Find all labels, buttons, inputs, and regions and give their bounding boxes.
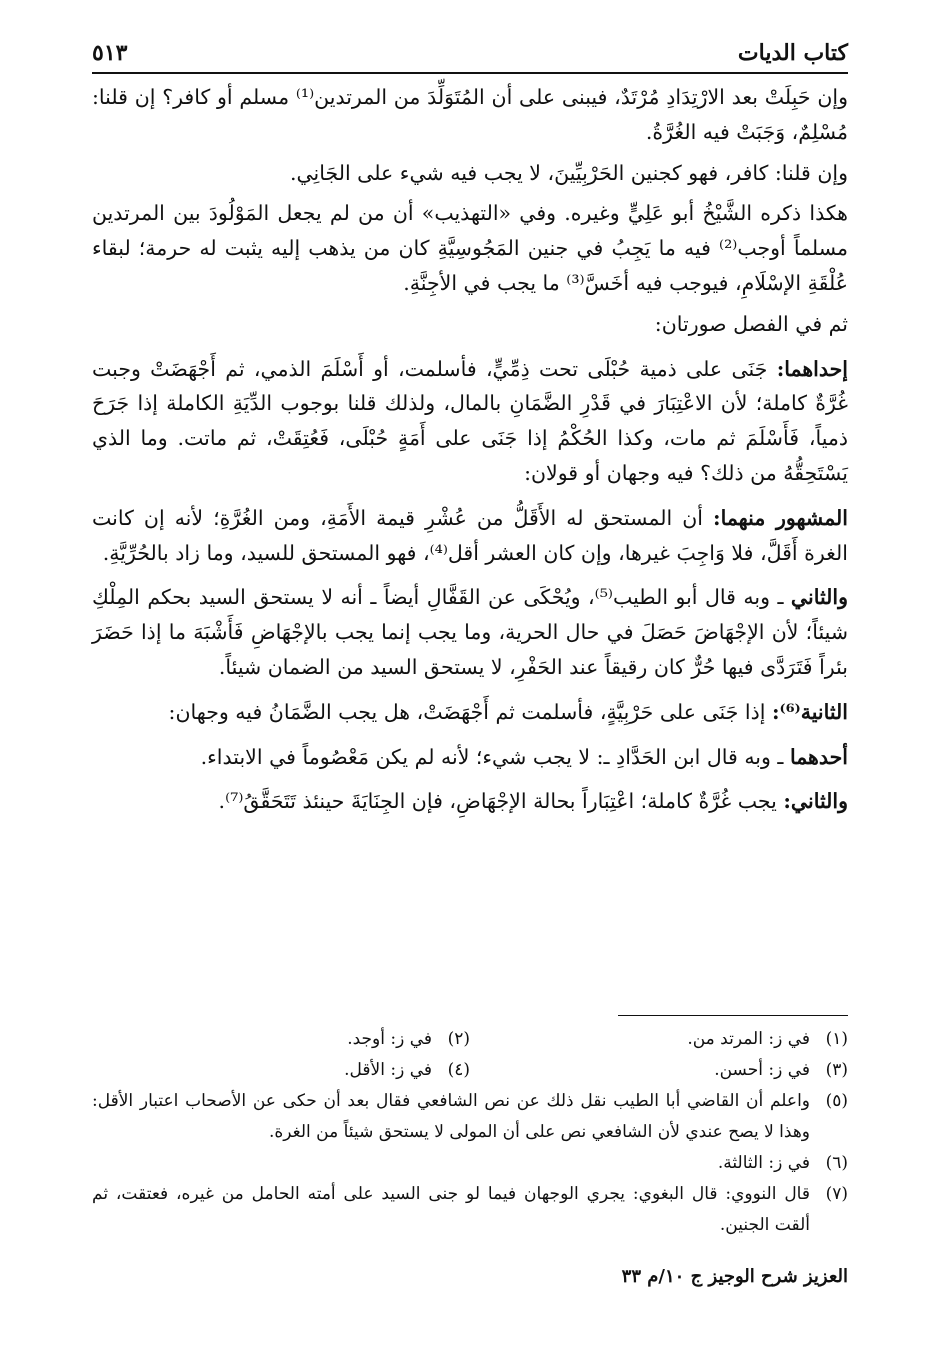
paragraph: الثانية⁽⁶⁾: إذا جَنَى على حَرْبِيَّةٍ، فأسلمت ثم أَجْهَضَتْ، هل يجب الضَّمَانُ فيه وجهان:: [168, 699, 848, 724]
paragraph-lead: والثاني:: [783, 789, 848, 814]
main-text: [92, 80, 848, 825]
paragraph: والثاني: يجب غُرَّةٌ كاملة؛ اعْتِبَاراً بحالة الإجْهَاضِ، فإن الجِنَايَةَ حينئذ تَتَحَقَّقُ⁽⁷⁾.: [218, 789, 848, 814]
footnote-item: [92, 1055, 470, 1086]
paragraph-lead: والثاني: [790, 585, 848, 610]
footnote-number: (٤): [447, 1060, 470, 1080]
footnote-row: [92, 1055, 848, 1086]
footnote-text: واعلم أن القاضي أبا الطيب نقل ذلك عن نص الشافعي فقال بعد أن حكى عن الأصحاب اعتبار الأقل: وهذا لا يصح عندي لأن الشافعي نص على أن المولى لا يستحق شيئاً من الغرة.: [92, 1091, 810, 1142]
paragraph: والثاني ـ وبه قال أبو الطيب⁽⁵⁾، ويُحْكَى عن القَفَّالِ أيضاً ـ أنه لا يستحق السيد بحكم المِلْكِ شيئاً؛ لأن الإجْهَاضَ حَصَلَ في حال الحرية، وما يجب إنما يجب بالإجْهَاضِ فَأَشْبَهَ ما إذا حَضَرَ بئراً فَتَرَدَّى فيها حُرٌّ كان رقيقاً عند الحَفْرِ، لا يستحق السيد من الضمان شيئاً.: [92, 585, 848, 679]
footnote-number: (١): [825, 1029, 848, 1049]
footnote-divider: [618, 1015, 848, 1016]
footnote-text: في ز: أحسن.: [714, 1060, 810, 1080]
footnote-item: [470, 1055, 848, 1086]
footnote-number: (٧): [825, 1184, 848, 1204]
page-footer: العزيز شرح الوجيز ج ١٠/م ٣٣: [621, 1266, 848, 1287]
paragraph: ثم في الفصل صورتان:: [654, 311, 848, 336]
paragraph: وإن قلنا: كافر، فهو كجنين الحَرْبِيِّينَ، لا يجب فيه شيء على الجَانِي.: [289, 160, 848, 185]
footnote-number: (٥): [825, 1091, 848, 1111]
footnote-item: [92, 1179, 848, 1241]
paragraph: المشهور منهما: أن المستحق له الأَقَلُّ من عُشْرِ قيمة الأَمَةِ، ومن الغُرَّةِ؛ لأنه إن كانت الغرة أَقَلَّ، فلا وَاجِبَ غيرها، وإن كان العشر أقل⁽⁴⁾، فهو المستحق للسيد، وما زاد بالحُرِّيَّةِ.: [92, 505, 848, 565]
footnote-text: في ز: الثالثة.: [717, 1153, 810, 1173]
footnote-row: [92, 1024, 848, 1055]
footnote-text: في ز: الأقل.: [344, 1060, 432, 1080]
footnote-number: (٣): [825, 1060, 848, 1080]
footnote-item: [92, 1086, 848, 1148]
footnotes: [92, 1024, 848, 1241]
paragraph-lead: أحدهما: [789, 744, 848, 769]
footnote-item: [92, 1024, 470, 1055]
footnote-text: في ز: أوجد.: [347, 1029, 432, 1049]
running-title: كتاب الديات: [737, 40, 848, 66]
footnote-number: (٦): [825, 1153, 848, 1173]
footnote-text: قال النووي: قال البغوي: يجري الوجهان فيما لو جنى السيد على أمته الحامل من غيره، فعتقت، ثم ألقت الجنين.: [92, 1184, 810, 1235]
paragraph: وإن حَبِلَتْ بعد الارْتِدَادِ مُرْتَدٌ، فيبنى على أن المُتَوَلِّدَ من المرتدين⁽¹⁾ مسلم أو كافر؟ إن قلنا: مُسْلِمٌ، وَجَبَتْ فيه الغُرَّةُ.: [92, 85, 848, 144]
paragraph-lead: المشهور منهما:: [713, 505, 848, 530]
footnote-number: (٢): [447, 1029, 470, 1049]
footnote-text: في ز: المرتد من.: [687, 1029, 810, 1049]
footnote-item: [92, 1148, 848, 1179]
page-header: [92, 26, 848, 74]
paragraph-lead: إحداهما:: [776, 356, 848, 381]
paragraph-lead: الثانية⁽⁶⁾:: [771, 699, 848, 724]
paragraph: هكذا ذكره الشَّيْخُ أبو عَلِيٍّ وغيره. وفي «التهذيب» أن من لم يجعل المَوْلُودَ بين المرتدين مسلماً أوجب⁽²⁾ فيه ما يَجِبُ في جنين المَجُوسِيَّةِ كان من يذهب إليه يثبت له حرمة؛ لبقاء عُلْقَةِ الإسْلَامِ، فيوجب فيه أخَسَّ⁽³⁾ ما يجب في الأجِنَّةِ.: [92, 201, 848, 295]
page-number: ٥١٣: [92, 40, 128, 66]
paragraph: أحدهما ـ وبه قال ابن الحَدَّادِ ـ: لا يجب شيء؛ لأنه لم يكن مَعْصُوماً في الابتداء.: [200, 744, 848, 769]
footnote-item: [470, 1024, 848, 1055]
paragraph: إحداهما: جَنَى على ذمية حُبْلَى تحت ذِمِّيٍّ، فأسلمت، أو أَسْلَمَ الذمي، ثم أَجْهَضَتْ وجبت غُرَّةٌ كاملة؛ لأن الاعْتِبَارَ في قَدْرِ الضَّمَانِ بالمال، ولذلك قلنا بوجوب الدِّيَةِ الكاملة إذا جَرَحَ ذمياً، فَأَسْلَمَ ثم مات، وكذا الحُكْمُ إذا جَنَى على أَمَةٍ حُبْلَى، فَعُتِقَتْ، ثم ماتت. وما الذي يَسْتَحِقُّهُ من ذلك؟ فيه وجهان أو قولان:: [92, 356, 848, 485]
